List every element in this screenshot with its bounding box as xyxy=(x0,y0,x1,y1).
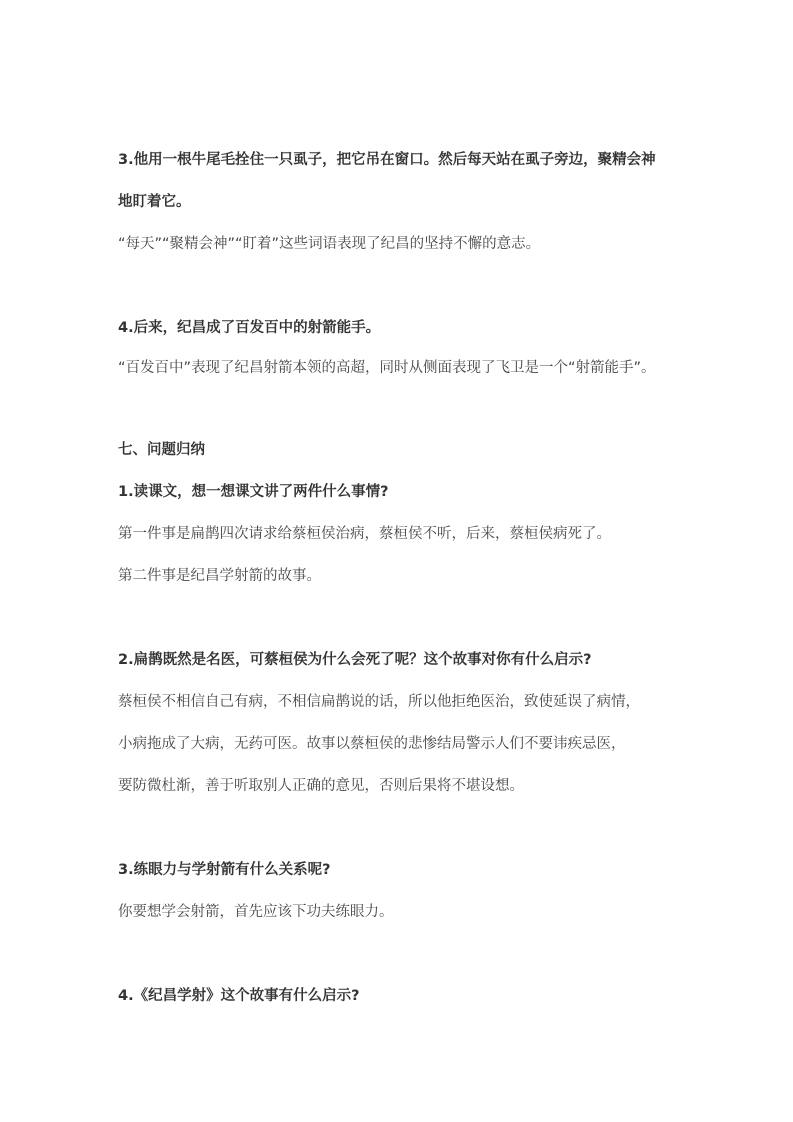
section-4-explanation: “百发百中”表现了纪昌射箭本领的高超，同时从侧面表现了飞卫是一个“射箭能手”。 xyxy=(118,360,656,376)
question-1: 1.读课文，想一想课文讲了两件什么事情? xyxy=(118,484,389,500)
section-4-heading: 4.后来，纪昌成了百发百中的射箭能手。 xyxy=(118,320,381,336)
question-4: 4.《纪昌学射》这个故事有什么启示? xyxy=(118,988,360,1004)
question-3: 3.练眼力与学射箭有什么关系呢? xyxy=(118,862,331,878)
section-3-heading-line-2: 地盯着它。 xyxy=(118,194,191,210)
answer-2-line-2: 小病拖成了大病，无药可医。故事以蔡桓侯的悲惨结局警示人们不要讳疾忌医， xyxy=(118,736,626,752)
section-3-heading-line-1: 3.他用一根牛尾毛拴住一只虱子，把它吊在窗口。然后每天站在虱子旁边，聚精会神 xyxy=(118,152,656,168)
question-2: 2.扁鹊既然是名医，可蔡桓侯为什么会死了呢？这个故事对你有什么启示? xyxy=(118,652,592,668)
answer-3-line-1: 你要想学会射箭，首先应该下功夫练眼力。 xyxy=(118,904,394,920)
answer-2-line-1: 蔡桓侯不相信自己有病，不相信扁鹊说的话，所以他拒绝医治，致使延误了病情， xyxy=(118,694,640,710)
chapter-7-title: 七、问题归纳 xyxy=(118,442,205,458)
answer-1-line-2: 第二件事是纪昌学射箭的故事。 xyxy=(118,568,321,584)
answer-1-line-1: 第一件事是扁鹊四次请求给蔡桓侯治病，蔡桓侯不听，后来，蔡桓侯病死了。 xyxy=(118,526,611,542)
answer-2-line-3: 要防微杜渐，善于听取别人正确的意见，否则后果将不堪设想。 xyxy=(118,778,524,794)
section-3-explanation: “每天”“聚精会神”“盯着”这些词语表现了纪昌的坚持不懈的意志。 xyxy=(118,236,541,252)
